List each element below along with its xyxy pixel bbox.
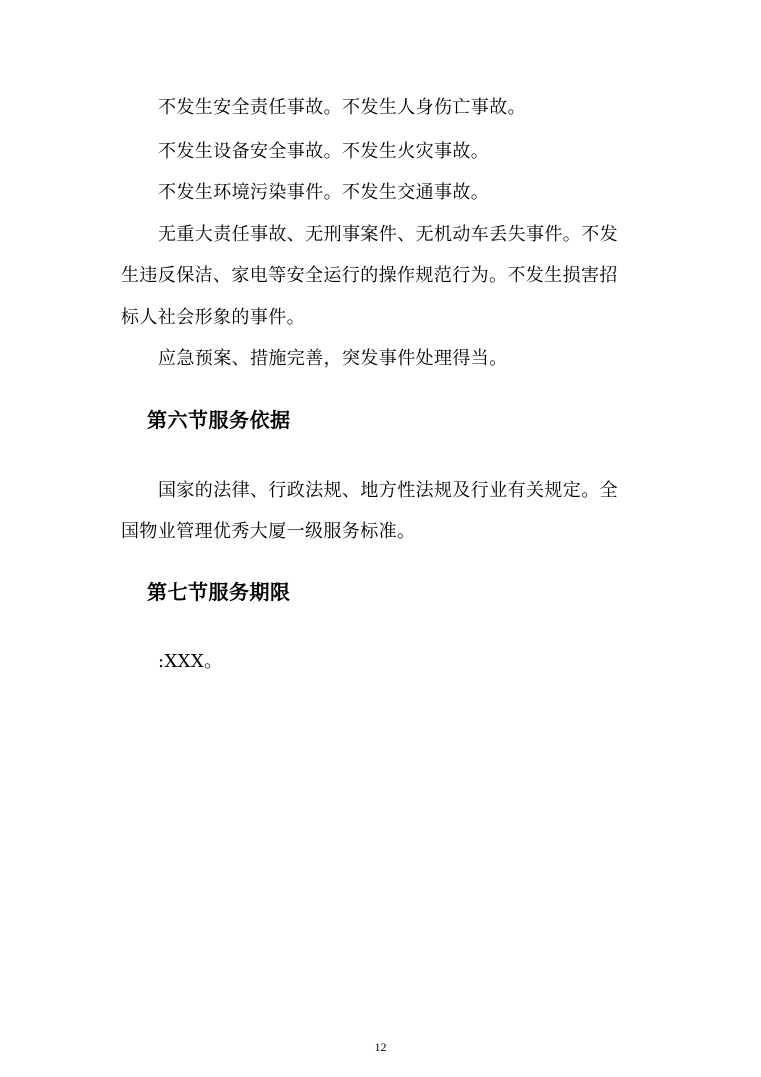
paragraph-line: 国物业管理优秀大厦一级服务标准。: [121, 521, 416, 542]
section-heading: 第七节服务期限: [147, 580, 291, 604]
paragraph-line: 国家的法律、行政法规、地方性法规及行业有关规定。全: [158, 480, 618, 501]
paragraph-line: 生违反保洁、家电等安全运行的操作规范行为。不发生损害招: [121, 265, 618, 286]
paragraph-line: 不发生安全责任事故。不发生人身伤亡事故。: [158, 97, 526, 118]
paragraph-line: 标人社会形象的事件。: [121, 307, 305, 328]
paragraph-line: 应急预案、措施完善，突发事件处理得当。: [158, 348, 508, 369]
paragraph-line: 不发生环境污染事件。不发生交通事故。: [158, 182, 490, 203]
paragraph-line: 不发生设备安全事故。不发生火灾事故。: [158, 141, 490, 162]
page-number: 12: [374, 1040, 387, 1054]
section-heading: 第六节服务依据: [147, 408, 291, 432]
paragraph-line: :XXX。: [158, 651, 223, 672]
paragraph-line: 无重大责任事故、无刑事案件、无机动车丢失事件。不发: [158, 224, 618, 245]
